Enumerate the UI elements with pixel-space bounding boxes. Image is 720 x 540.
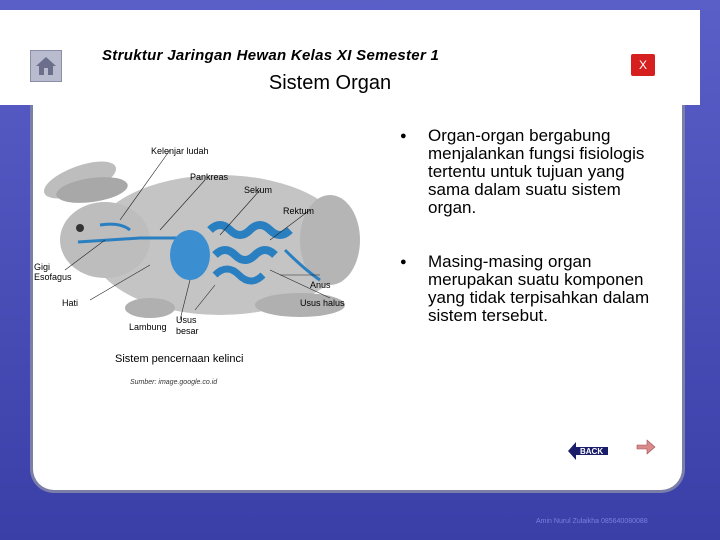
bullet-item: [400, 127, 665, 227]
label-sekum: Sekum: [244, 185, 273, 195]
label-anus: Anus: [310, 280, 331, 290]
next-button[interactable]: [636, 438, 656, 456]
label-pankreas: Pankreas: [190, 172, 229, 182]
label-lambung: Lambung: [129, 322, 167, 332]
course-title: Struktur Jaringan Hewan Kelas XI Semester 1: [102, 47, 440, 64]
arrow-right-icon: [636, 438, 656, 456]
rabbit-illustration: [30, 130, 370, 340]
bullet-item: [400, 253, 665, 353]
label-usus-besar-1: Usus: [176, 315, 197, 325]
bullet-text: Organ-organ bergabung menjalankan fungsi fisiologis tertentu untuk tujuan yang sama dalam suatu sistem organ.: [428, 126, 645, 217]
footer-credit: Amin Nurul Zulaikha 085640080088: [536, 518, 648, 525]
bullet-text: Masing-masing organ merupakan suatu komponen yang tidak terpisahkan dalam sistem tersebut.: [428, 252, 650, 325]
close-button[interactable]: X: [631, 54, 655, 76]
bullet-icon: ●: [400, 256, 407, 268]
bullet-icon: ●: [400, 130, 407, 142]
label-esofagus: Esofagus: [34, 272, 72, 282]
label-kelenjar-ludah: Kelenjar ludah: [151, 146, 209, 156]
diagram-caption: Sistem pencernaan kelinci: [115, 353, 244, 365]
label-hati: Hati: [62, 298, 79, 308]
label-usus-besar-2: besar: [176, 326, 199, 336]
label-gigi: Gigi: [34, 262, 51, 272]
back-icon: [566, 439, 610, 463]
back-button[interactable]: [566, 439, 610, 463]
label-rektum: Rektum: [283, 206, 315, 216]
label-usus-halus: Usus halus: [300, 298, 345, 308]
back-label: BACK: [580, 447, 604, 456]
diagram-source: Sumber: image.google.co.id: [130, 379, 218, 386]
header: [0, 10, 700, 105]
page-title: Sistem Organ: [268, 72, 392, 94]
